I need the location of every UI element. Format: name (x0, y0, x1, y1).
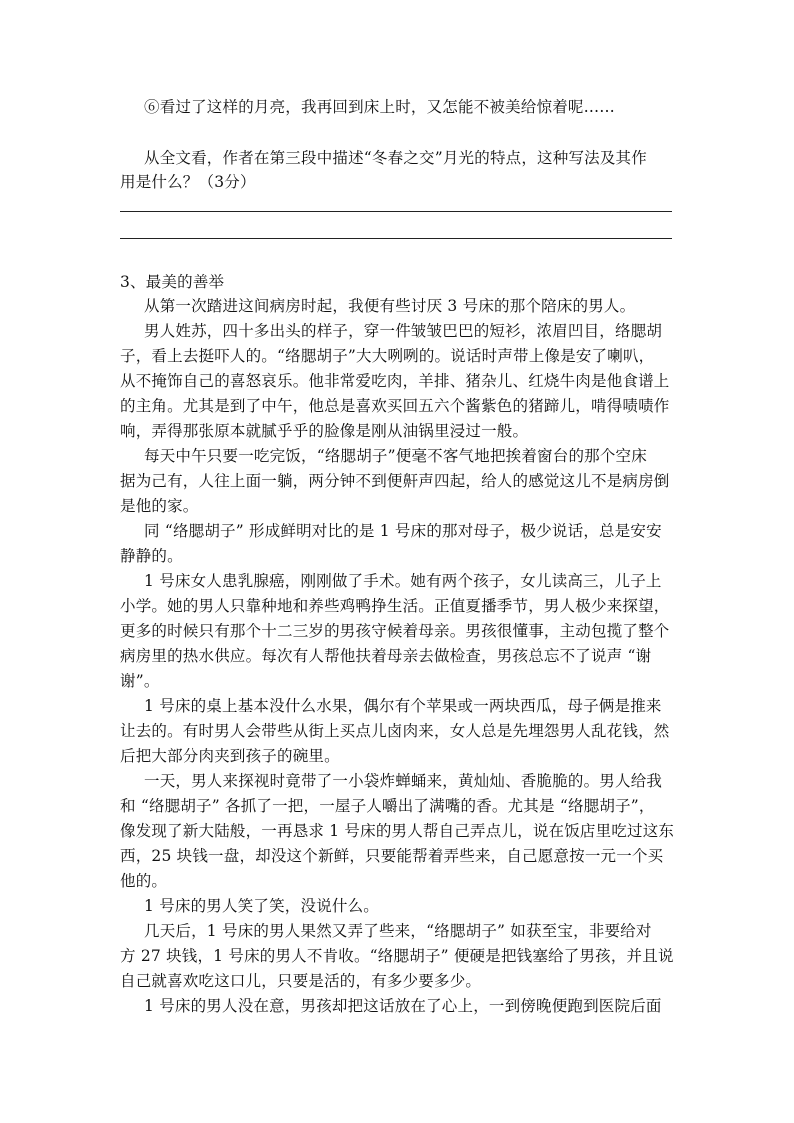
paragraph-line: 1 号床的男人没在意，男孩却把这话放在了心上，一到傍晚便跑到医院后面 (144, 997, 662, 1015)
paragraph-line: 自己就喜欢吃这口儿，只要是活的，有多少要多少。 (120, 972, 482, 990)
paragraph-line: 据为己有，人往上面一躺，两分钟不到便鼾声四起，给人的感觉这儿不是病房倒 (120, 472, 670, 490)
paragraph-line: 让去的。有时男人会带些从街上买点儿卤肉来，女人总是先埋怨男人乱花钱，然 (120, 722, 670, 740)
paragraph-line: 西，25 块钱一盘，却没这个新鲜，只要能帮着弄些来，自己愿意按一元一个买 (120, 847, 664, 865)
paragraph-line: 谢”。 (120, 672, 160, 690)
paragraph-line: 响，弄得那张原本就腻乎乎的脸像是刚从油锅里浸过一般。 (120, 422, 529, 440)
question-line-2: 用是什么？（3分） (120, 173, 256, 191)
paragraph-line: 从第一次踏进这间病房时起，我便有些讨厌 3 号床的那个陪床的男人。 (144, 297, 636, 315)
paragraph-line: 从不掩饰自己的喜怒哀乐。他非常爱吃肉，羊排、猪杂儿、红烧牛肉是他食谱上 (120, 372, 670, 390)
paragraph-line: 病房里的热水供应。每次有人帮他扶着母亲去做检查，男孩总忘不了说声 “谢 (120, 647, 652, 665)
paragraph-line: 像发现了新大陆般，一再恳求 1 号床的男人帮自己弄点儿，说在饭店里吃过这东 (120, 822, 675, 840)
paragraph-line: 每天中午只要一吃完饭，“络腮胡子”便毫不客气地把挨着窗台的那个空床 (144, 447, 647, 465)
paragraph-line: 小学。她的男人只靠种地和养些鸡鸭挣生活。正值夏播季节，男人极少来探望， (120, 597, 670, 615)
question-line-1: 从全文看，作者在第三段中描述“冬春之交”月光的特点，这种写法及其作 (144, 149, 647, 167)
paragraph-line: 1 号床的男人笑了笑，没说什么。 (144, 897, 379, 915)
paragraph-line: 1 号床女人患乳腺癌，刚刚做了手术。她有两个孩子，女儿读高三，儿子上 (144, 572, 662, 590)
paragraph-line: 一天，男人来探视时竟带了一小袋炸蝉蛹来，黄灿灿、香脆脆的。男人给我 (144, 772, 663, 790)
paragraph-line: 是他的家。 (120, 497, 199, 515)
paragraph-line: 男人姓苏，四十多出头的样子，穿一件皱皱巴巴的短衫，浓眉凹目，络腮胡 (144, 322, 663, 340)
paragraph-line: 的主角。尤其是到了中午，他总是喜欢买回五六个酱紫色的猪蹄儿，啃得啧啧作 (120, 397, 670, 415)
paragraph-line: 和 “络腮胡子” 各抓了一把，一屋子人嚼出了满嘴的香。尤其是 “络腮胡子”， (120, 797, 655, 815)
paragraph-line: 子，看上去挺吓人的。“络腮胡子”大大咧咧的。说话时声带上像是安了喇叭， (120, 347, 655, 365)
section-title: 3、最美的善举 (120, 273, 225, 291)
paragraph-line: 方 27 块钱，1 号床的男人不肯收。“络腮胡子” 便硬是把钱塞给了男孩，并且说 (120, 947, 674, 965)
paragraph-line: 他的。 (120, 872, 168, 890)
paragraph-line: 1 号床的桌上基本没什么水果，偶尔有个苹果或一两块西瓜，母子俩是推来 (144, 697, 662, 715)
paragraph-line: 更多的时候只有那个十二三岁的男孩守候着母亲。男孩很懂事，主动包揽了整个 (120, 622, 670, 640)
paragraph-line: 静静的。 (120, 547, 183, 565)
paragraph-line: 后把大部分肉夹到孩子的碗里。 (120, 747, 340, 765)
answer-line-1 (120, 211, 672, 212)
answer-line-2 (120, 238, 672, 239)
paragraph-line: 同 “络腮胡子” 形成鲜明对比的是 1 号床的那对母子，极少说话，总是安安 (144, 522, 662, 540)
paragraph-line: 几天后，1 号床的男人果然又弄了些来，“络腮胡子” 如获至宝，非要给对 (144, 922, 652, 940)
sentence-6: ⑥看过了这样的月亮，我再回到床上时，又怎能不被美给惊着呢…… (144, 98, 616, 116)
